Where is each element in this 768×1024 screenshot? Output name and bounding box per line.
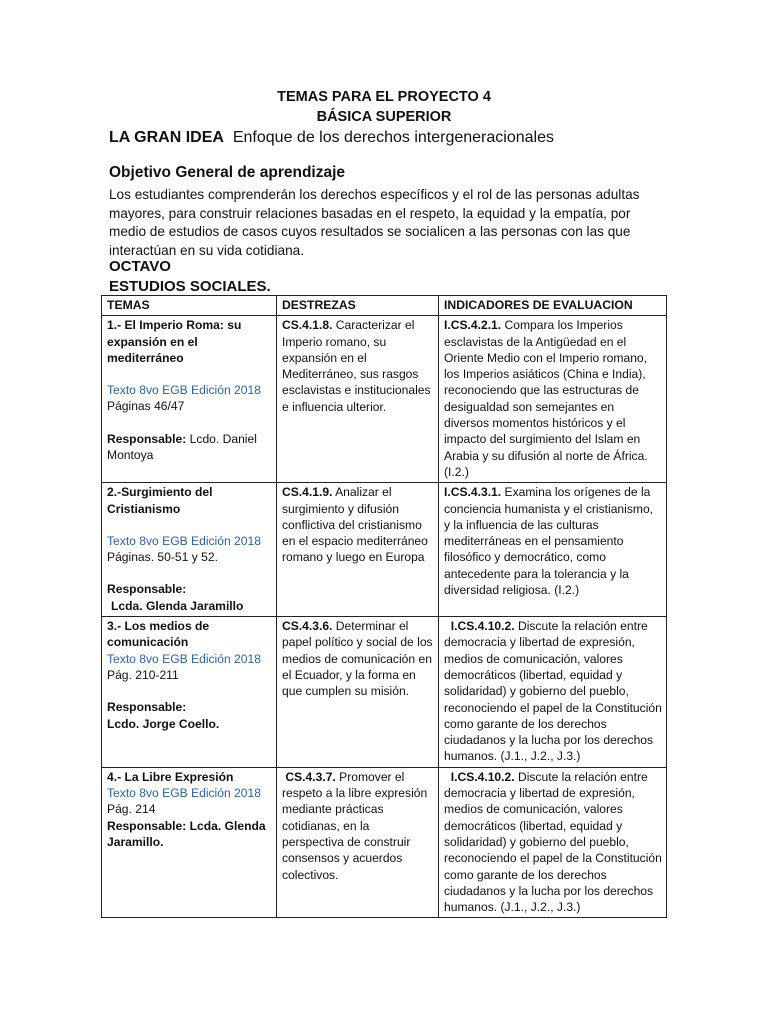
objective-heading: Objetivo General de aprendizaje	[109, 164, 346, 181]
tema-cell	[102, 767, 277, 918]
destreza-cell	[277, 483, 439, 617]
textbook-link[interactable]: Texto 8vo EGB Edición 2018	[107, 383, 261, 398]
responsable-label: Responsable:	[107, 700, 187, 715]
tema-title: 2.-Surgimiento del Cristianismo	[107, 485, 213, 516]
big-idea-line	[109, 129, 554, 147]
big-idea-label: LA GRAN IDEA	[109, 129, 224, 146]
destreza-cell	[277, 767, 439, 918]
indicador-text: Discute la relación entre democracia y libertad de expresión, medios de comunicación, valores democráticos (libertad, equidad y solidaridad) y gobierno del pueblo, reconociendo el papel de la Constitución como garante de los derechos ciudadanos y la lucha por los derechos humanos. (J.1., J.2., J.3.)	[444, 619, 662, 764]
textbook-link[interactable]: Texto 8vo EGB Edición 2018	[107, 786, 261, 801]
header-indicadores: INDICADORES DE EVALUACION	[439, 296, 667, 316]
textbook-pages: Páginas 46/47	[107, 399, 185, 414]
objective-text: Los estudiantes comprenderán los derechos específicos y el rol de las personas adultas mayores, para construir relaciones basadas en el respeto, la equidad y la empatía, por medio de estudios de casos cuyos resultados se socialicen a las personas con las que interactúan en su vida cotidiana.	[109, 187, 640, 258]
textbook-pages: Pág. 214	[107, 802, 156, 817]
tema-textbook	[107, 533, 272, 566]
indicador-cell	[439, 316, 667, 483]
tema-cell	[102, 483, 277, 617]
destreza-text: Promover el respeto a la libre expresión mediante prácticas cotidianas, en la perspectiva de construir consensos y acuerdos colectivos.	[282, 769, 428, 882]
textbook-pages: Pág. 210-211	[107, 667, 179, 682]
tema-textbook	[107, 651, 272, 684]
indicador-cell	[439, 617, 667, 768]
destreza-cell	[277, 617, 439, 768]
responsable-name: Lcdo. Daniel Montoya	[107, 431, 257, 463]
destreza-text: Determinar el papel político y social de los medios de comunicación en el Ecuador, y la forma en que cumplen su misión.	[282, 619, 433, 699]
table-row	[102, 483, 667, 617]
subject-heading: ESTUDIOS SOCIALES.	[109, 278, 271, 295]
destreza-code: CS.4.1.9.	[282, 485, 333, 500]
document-subtitle: BÁSICA SUPERIOR	[316, 109, 452, 125]
tema-responsable	[107, 818, 272, 851]
tema-title: 3.- Los medios de comunicación	[107, 619, 210, 650]
indicador-text: Examina los orígenes de la conciencia humanista y el cristianismo, y la influencia de las culturas mediterráneas en el pensamiento filosófico y democrático, como antecedente para la tolerancia y la diversidad religiosa. (I.2.)	[444, 485, 654, 598]
table-header-row	[102, 296, 667, 316]
indicador-text: Compara los Imperios esclavistas de la Antigüedad en el Oriente Medio con el Imperio romano, los Imperios asiáticos (China e India), reconociendo que las estructuras de desigualdad son semejantes en diversos momentos históricos y el impacto del surgimiento del Islam en Arabia y su difusión al norte de África. (I.2.)	[444, 318, 648, 479]
textbook-pages: Páginas. 50-51 y 52.	[107, 550, 218, 565]
indicador-cell	[439, 767, 667, 918]
responsable-name: Lcda. Glenda Jaramillo.	[107, 818, 266, 849]
tema-cell	[102, 316, 277, 483]
destreza-code: CS.4.3.6.	[282, 619, 333, 634]
responsable-name: Lcda. Glenda Jaramillo	[111, 598, 244, 613]
tema-responsable	[107, 431, 272, 464]
tema-title: 1.- El Imperio Roma: su expansión en el mediterráneo	[107, 318, 242, 365]
destreza-cell	[277, 316, 439, 483]
table-row	[102, 316, 667, 483]
header-temas: TEMAS	[102, 296, 277, 316]
destreza-code: CS.4.1.8.	[282, 318, 333, 333]
grade-heading: OCTAVO	[109, 258, 171, 275]
indicador-code: I.CS.4.10.2.	[450, 619, 515, 634]
document-title: TEMAS PARA EL PROYECTO 4	[277, 89, 491, 105]
responsable-label: Responsable:	[107, 818, 187, 833]
textbook-link[interactable]: Texto 8vo EGB Edición 2018	[107, 533, 261, 548]
destreza-text: Analizar el surgimiento y difusión conflictiva del cristianismo en el espacio mediterráneo romano y luego en Europa	[282, 485, 428, 565]
textbook-link[interactable]: Texto 8vo EGB Edición 2018	[107, 651, 261, 666]
indicador-text: Discute la relación entre democracia y libertad de expresión, medios de comunicación, valores democráticos (libertad, equidad y solidaridad) y gobierno del pueblo, reconociendo el papel de la Constitución como garante de los derechos ciudadanos y la lucha por los derechos humanos. (J.1., J.2., J.3.)	[444, 769, 662, 915]
tema-cell	[102, 617, 277, 768]
topics-table	[101, 295, 667, 918]
table-row	[102, 767, 667, 918]
table-row	[102, 617, 667, 768]
destreza-code: CS.4.3.7.	[285, 769, 336, 784]
responsable-name: Lcdo. Jorge Coello.	[107, 716, 220, 731]
indicador-code: I.CS.4.10.2.	[450, 769, 515, 784]
indicador-code: I.CS.4.2.1.	[444, 318, 502, 333]
destreza-text: Caracterizar el Imperio romano, su expansión en el Mediterráneo, sus rasgos esclavistas e institucionales e influencia ulterior.	[282, 318, 431, 414]
responsable-label: Responsable:	[107, 431, 187, 446]
indicador-cell	[439, 483, 667, 617]
big-idea-text: Enfoque de los derechos intergeneracionales	[232, 129, 554, 146]
tema-title: 4.- La Libre Expresión	[107, 769, 234, 784]
tema-textbook	[107, 382, 272, 415]
header-destrezas: DESTREZAS	[277, 296, 439, 316]
responsable-label: Responsable:	[107, 582, 187, 597]
indicador-code: I.CS.4.3.1.	[444, 485, 502, 500]
